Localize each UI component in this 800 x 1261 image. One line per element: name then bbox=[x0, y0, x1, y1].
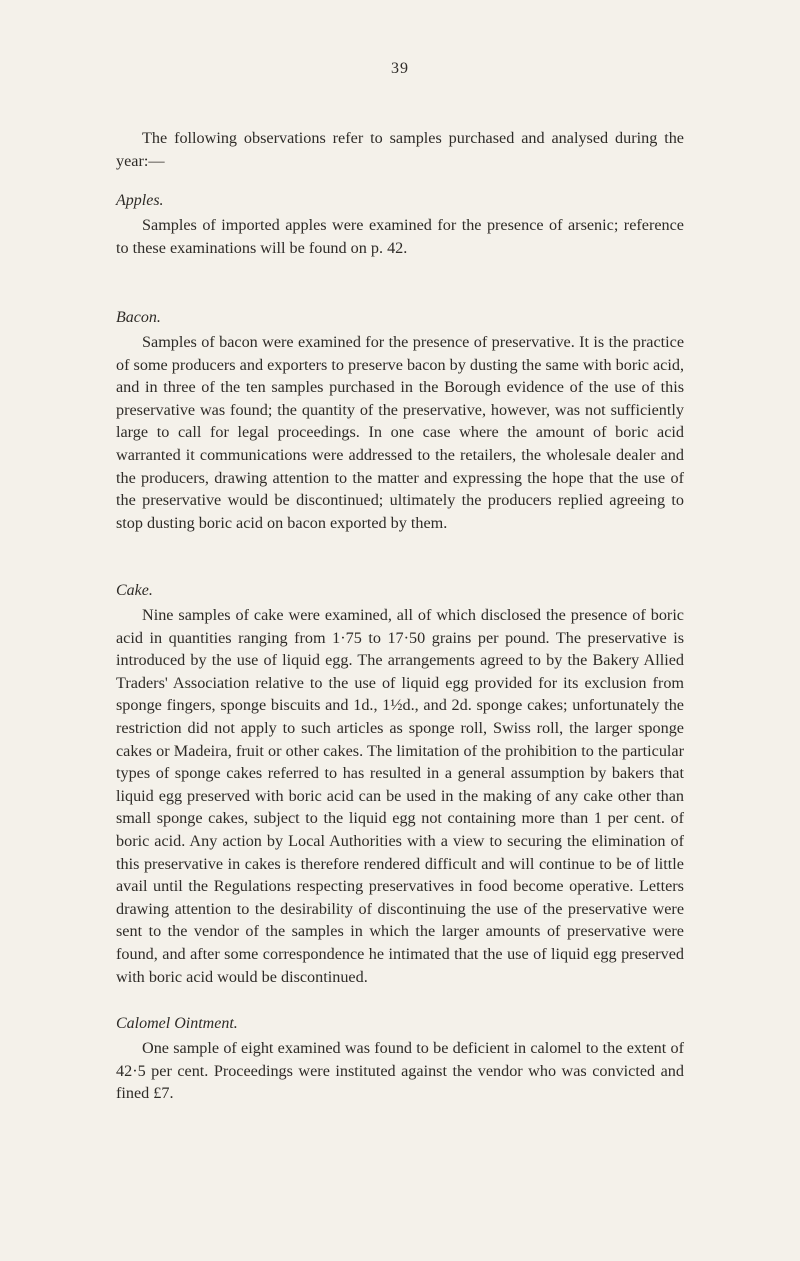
section-heading-apples: Apples. bbox=[116, 192, 164, 209]
section-body-cake: Nine samples of cake were examined, all of which disclosed the presence of boric acid in quantities ranging from 1·75 to 17·50 grains per pound. The preservative is introduced by the use of liquid egg. The arrangements agreed to by the Bakery Allied Traders' Association relative to the use of liquid egg provided for its exclusion from sponge fingers, sponge biscuits and 1d., 1½d., and 2d. sponge cakes; unfortunately the restriction did not apply to such articles as sponge roll, Swiss roll, the larger sponge cakes or Madeira, fruit or other cakes. The limitation of the prohibition to the particular types of sponge cakes referred to has resulted in a general assumption by bakers that liquid egg preserved with boric acid can be used in the making of any cake other than small sponge cakes, subject to the liquid egg not containing more than 1 per cent. of boric acid. Any action by Local Authorities with a view to securing the elimination of this preservative in cakes is therefore rendered difficult and will continue to be of little avail until the Regulations respecting preservatives in food become operative. Letters drawing attention to the desirability of discontinuing the use of the preservative were sent to the vendor of the samples in which the larger amounts of preservative were found, and after some correspondence he intimated that the use of liquid egg preserved with boric acid would be discontinued. bbox=[116, 606, 684, 986]
section-heading-cake: Cake. bbox=[116, 582, 153, 599]
section-heading-calomel-ointment: Calomel Ointment. bbox=[116, 1015, 238, 1032]
section-body-calomel-ointment: One sample of eight examined was found to be deficient in calomel to the extent of 42·5 per cent. Proceedings were instituted against the vendor who was convicted and fined £7. bbox=[116, 1039, 684, 1103]
section-body-bacon: Samples of bacon were examined for the presence of preservative. It is the practice of some producers and exporters to preserve bacon by dusting the same with boric acid, and in three of the ten samples purchased in the Borough evidence of the use of this preservative was found; the quantity of the preservative, however, was not sufficiently large to call for legal proceedings. In one case where the amount of boric acid warranted it communications were addressed to the retailers, the wholesale dealer and the producers, drawing attention to the matter and expressing the hope that the use of the preservative would be discontinued; ultimately the producers replied agreeing to stop dusting boric acid on bacon exported by them. bbox=[116, 333, 684, 532]
section-heading-bacon: Bacon. bbox=[116, 309, 161, 326]
section-body-apples: Samples of imported apples were examined for the presence of arsenic; reference to these examinations will be found on p. 42. bbox=[116, 216, 684, 257]
page-number: 39 bbox=[391, 60, 409, 77]
intro-paragraph: The following observations refer to samples purchased and analysed during the year:— bbox=[116, 129, 684, 170]
